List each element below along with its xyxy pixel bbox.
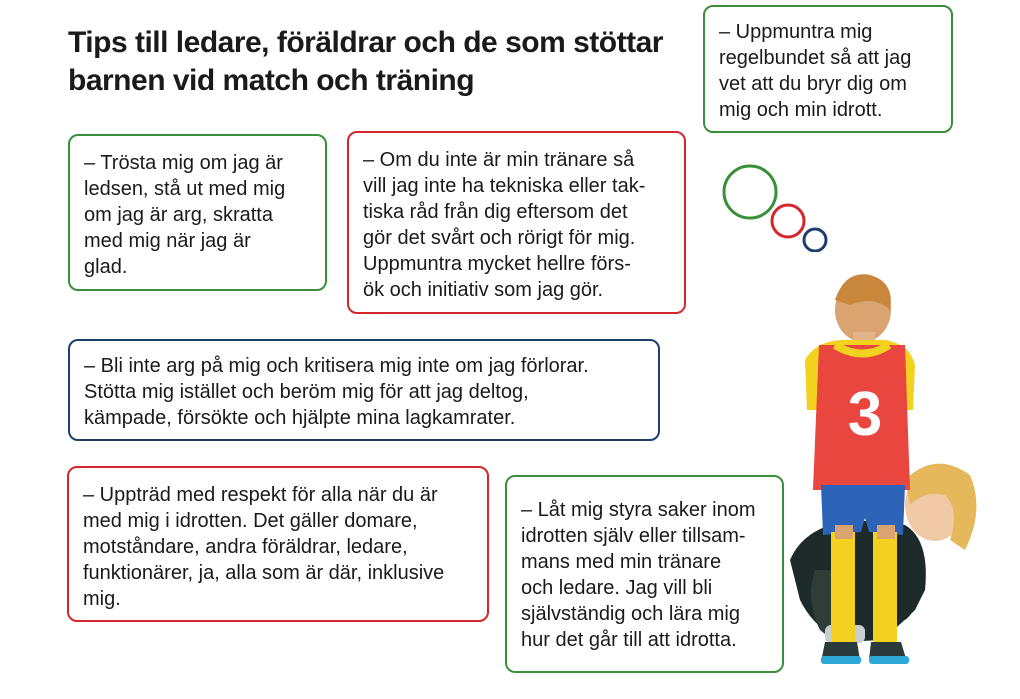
tip-independence	[505, 475, 784, 673]
page-title: Tips till ledare, föräldrar och de som stöttar barnen vid match och träning	[68, 26, 663, 97]
tip-comfort-text: – Trösta mig om jag är ledsen, stå ut med mig om jag är arg, skratta med mig när jag är glad.	[84, 152, 286, 278]
jersey-number: 3	[847, 380, 883, 449]
tip-independence-text: – Låt mig styra saker inom idrotten själv eller tillsam- mans med min tränare och ledare. Jag vill bli självständig och lära mig hur det går till att idrotta.	[521, 499, 756, 651]
tip-no-criticism-text: – Bli inte arg på mig och kritisera mig inte om jag förlorar. Stötta mig istället och beröm mig för att jag deltog, kämpade, försökte och hjälpte mina lagkamrater.	[84, 355, 589, 429]
tip-comfort	[68, 134, 327, 291]
tip-encourage-text: – Uppmuntra mig regelbundet så att jag vet att du bryr dig om mig och min idrott.	[719, 21, 912, 121]
tip-encourage	[703, 5, 953, 133]
children-illustration	[785, 270, 995, 690]
thought-bubbles	[715, 162, 835, 252]
tip-no-coaching-text: – Om du inte är min tränare så vill jag inte ha tekniska eller tak- tiska råd från dig eftersom det gör det svårt och rörigt för mig. Uppmuntra mycket hellre förs- ök och initiativ som jag gör.	[363, 149, 646, 301]
thought-circle-medium	[772, 205, 804, 237]
tip-no-coaching	[347, 131, 686, 314]
tip-respect-text: – Uppträd med respekt för alla när du är med mig i idrotten. Det gäller domare, motståndare, andra föräldrar, ledare, funktionärer, ja, alla som är där, inklusive mig.	[83, 484, 445, 610]
thought-circle-small	[804, 229, 826, 251]
tip-no-criticism	[68, 339, 660, 441]
thought-circle-large	[724, 166, 776, 218]
tip-respect	[67, 466, 489, 622]
